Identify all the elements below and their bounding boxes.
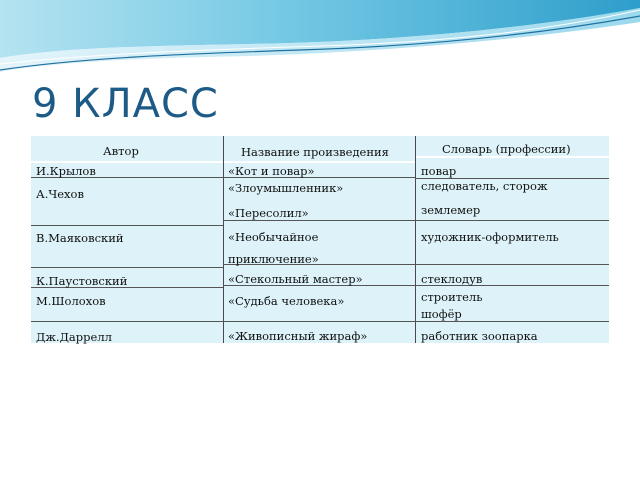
work-cell: «Необычайное: [228, 230, 319, 244]
profession-cell: работник зоопарка: [421, 329, 538, 343]
author-cell: М.Шолохов: [36, 294, 106, 308]
header-author: Автор: [103, 144, 139, 158]
slide-title: 9 КЛАСС: [32, 81, 219, 127]
work-cell: приключение»: [228, 252, 319, 266]
work-cell: «Кот и повар»: [228, 164, 315, 178]
profession-cell: стеклодув: [421, 272, 483, 286]
profession-cell: художник-оформитель: [421, 230, 559, 244]
profession-cell: следователь, сторож: [421, 179, 548, 193]
profession-cell: повар: [421, 164, 457, 178]
work-cell: «Судьба человека»: [228, 294, 345, 308]
profession-cell: шофёр: [421, 307, 462, 321]
column-divider: [415, 136, 416, 343]
work-cell: «Живописный жираф»: [228, 329, 368, 343]
header-dictionary: Словарь (профессии): [442, 142, 571, 156]
header-work: Название произведения: [241, 145, 389, 159]
author-cell: И.Крылов: [36, 164, 96, 178]
professions-table: [31, 136, 609, 343]
author-cell: В.Маяковский: [36, 231, 124, 245]
header-wave-decoration: [0, 0, 640, 80]
profession-cell: землемер: [421, 203, 481, 217]
author-cell: А.Чехов: [36, 187, 84, 201]
author-cell: К.Паустовский: [36, 274, 128, 288]
profession-cell: строитель: [421, 290, 483, 304]
work-cell: «Стекольный мастер»: [228, 272, 363, 286]
author-cell: Дж.Даррелл: [36, 330, 112, 344]
work-cell: «Пересолил»: [228, 206, 309, 220]
work-cell: «Злоумышленник»: [228, 181, 344, 195]
column-divider: [223, 136, 224, 343]
